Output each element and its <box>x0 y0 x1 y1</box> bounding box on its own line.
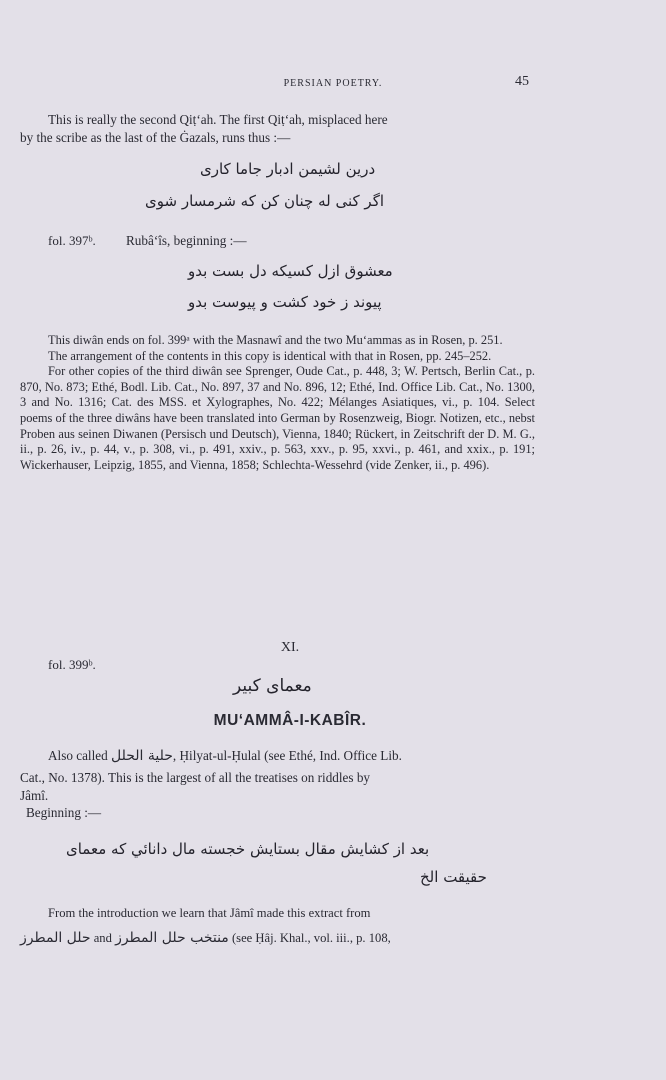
also-line-2: Cat., No. 1378). This is the largest of all the treatises on riddles by <box>20 770 371 785</box>
note-paragraph: For other copies of the third diwân see Sprenger, Oude Cat., p. 448, 3; W. Pertsch, Berlin Cat., p. 870, No. 873; Ethé, Bodl. Lib. Cat., No. 897, 37 and No. 896, 12; Ethé, Ind. Office Lib. Cat., No. 1300, 3 and No. 1316; Cat. des MSS. et Xylographes, No. 422; Mélanges Asiatiques, vi., p. 104. Select poems of the three diwâns have been translated into German by Rosenzweig, Biogr. Notizen, etc., nebst Proben aus seinen Diwanen (Persisch und Deutsch), Vienna, 1840; Rückert, in Zeitschrift der D. M. G., ii., p. 26, iv., p. 44, v., p. 308, vi., p. 491, xxiv., p. 563, xxv., p. 95, xxvi., p. 461, and xxix., p. 191; Wickerhauser, Leipzig, 1855, and Vienna, 1858; Schlechta-Wessehrd (vide Zenker, ii., p. 496). <box>20 364 535 472</box>
section-folio: fol. 399ᵇ. <box>48 657 96 672</box>
ruba-label: Rubâ‘îs, beginning :— <box>126 233 247 248</box>
verse1-line2: اگر کنی له چنان کن که شرمسار شوی <box>145 192 385 210</box>
verse2-line1: معشوق ازل کسیکه دل بست بدو <box>188 262 393 280</box>
page-number: 45 <box>515 74 529 89</box>
section-title: MU‘AMMÂ-I-KABÎR. <box>213 712 367 729</box>
running-header <box>0 74 666 94</box>
also-arabic: حلیة الحلل <box>111 748 173 764</box>
closing-line-2 <box>20 930 391 946</box>
intro-line-2: by the scribe as the last of the Ġazals, runs thus :— <box>20 130 291 145</box>
also-called-line <box>48 748 402 764</box>
closing-arabic-b: منتخب حلل المطرز <box>115 930 229 946</box>
note-paragraph: The arrangement of the contents in this copy is identical with that in Rosen, pp. 245–252. <box>48 348 492 363</box>
note-paragraph: This diwân ends on fol. 399ᵃ with the Masnawî and the two Mu‘ammas as in Rosen, p. 251. <box>48 333 503 347</box>
verse1-line1: درین لشیمن ادبار جاما کاری <box>200 160 376 178</box>
notes-block <box>20 333 535 473</box>
closing-and: and <box>93 931 112 945</box>
also-line-3: Jâmî. <box>20 788 49 803</box>
intro-line-1: This is really the second Qiṭ‘ah. The first Qiṭ‘ah, misplaced here <box>48 112 388 127</box>
beginning-arabic-2: حقیقت الخ <box>420 868 487 886</box>
closing-rest: (see Ḥâj. Khal., vol. iii., p. 108, <box>231 931 391 945</box>
section-number: XI. <box>280 640 300 655</box>
section-arabic-title: معمای کبیر <box>233 676 312 696</box>
also-rest: , Ḥilyat-ul-Ḥulal (see Ethé, Ind. Office Lib. <box>172 748 402 763</box>
also-prefix: Also called <box>48 748 108 763</box>
closing-arabic-a: حلل المطرز <box>20 930 91 946</box>
running-title: PERSIAN POETRY. <box>283 78 383 89</box>
beginning-label: Beginning :— <box>26 805 102 820</box>
verse2-line2: پیوند ز خود کشت و پیوست بدو <box>188 293 382 311</box>
ruba-folio: fol. 397ᵇ. <box>48 233 96 248</box>
closing-line-1: From the introduction we learn that Jâmî made this extract from <box>48 906 371 920</box>
beginning-arabic-1: بعد از کشایش مقال بستایش خجسته مال دانائي که معمای <box>66 840 430 858</box>
